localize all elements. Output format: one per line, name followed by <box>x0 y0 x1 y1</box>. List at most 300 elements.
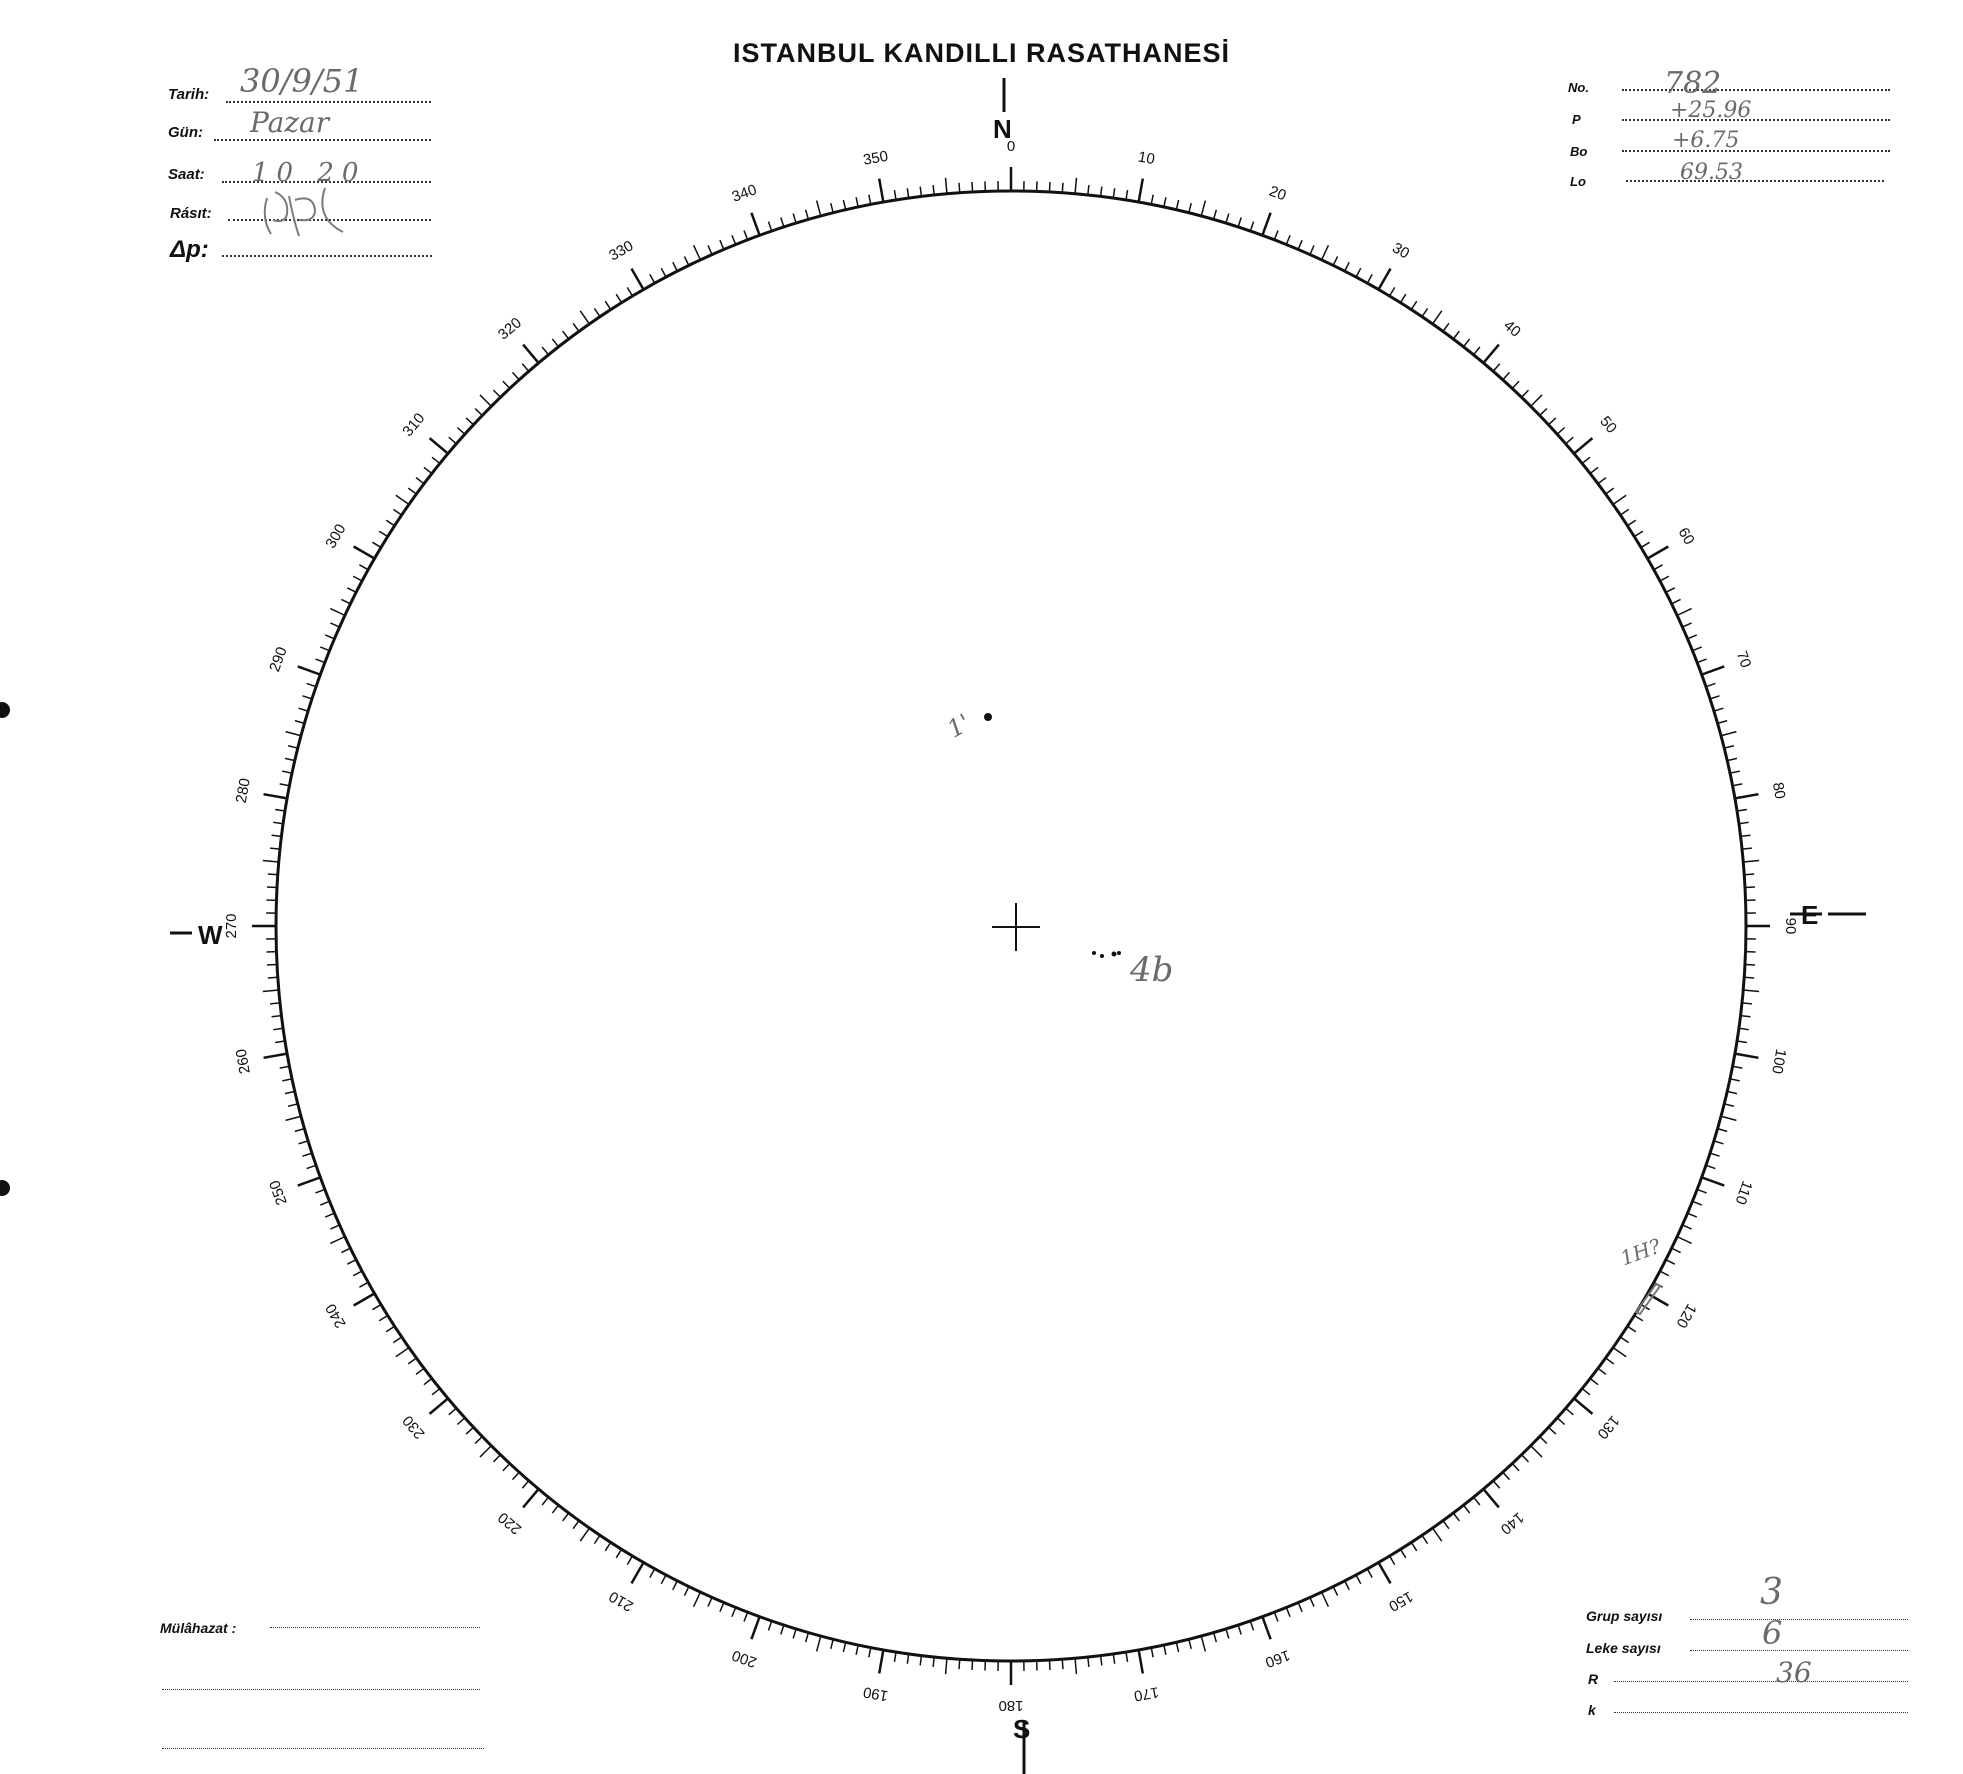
degree-tick <box>708 245 712 254</box>
degree-tick <box>1322 1592 1329 1607</box>
field-label: Gün: <box>168 124 203 141</box>
degree-tick <box>684 1587 688 1596</box>
degree-tick <box>1176 1642 1178 1652</box>
degree-tick <box>1298 1603 1302 1612</box>
field-value: 10 20 <box>252 158 367 188</box>
degree-tick <box>894 1652 896 1662</box>
degree-tick <box>285 758 295 760</box>
degree-tick <box>396 1348 409 1357</box>
degree-tick <box>1540 408 1547 415</box>
degree-tick <box>408 1358 416 1364</box>
degree-tick <box>632 269 644 290</box>
degree-tick <box>1620 1337 1628 1343</box>
degree-tick <box>347 1260 356 1265</box>
degree-tick <box>1727 758 1737 760</box>
degree-tick <box>282 771 292 773</box>
degree-tick <box>286 732 301 736</box>
degree-tick <box>732 1607 736 1616</box>
degree-tick <box>781 217 784 227</box>
degree-label: 290 <box>266 644 291 675</box>
degree-tick <box>1356 268 1361 277</box>
degree-tick <box>503 1464 510 1471</box>
field-value: Pazar <box>250 106 330 139</box>
degree-tick <box>353 1271 362 1276</box>
degree-tick <box>1682 1225 1691 1229</box>
degree-label: 250 <box>266 1177 291 1208</box>
degree-tick <box>1721 732 1736 736</box>
degree-tick <box>1453 331 1459 339</box>
degree-tick <box>920 187 921 197</box>
degree-tick <box>1677 609 1692 616</box>
field-label: Saat: <box>168 166 205 183</box>
field-label: Tarih: <box>168 86 210 103</box>
degree-tick <box>273 1028 283 1029</box>
degree-tick <box>1512 1464 1519 1471</box>
degree-tick <box>1139 1650 1143 1674</box>
degree-tick <box>1620 509 1628 515</box>
degree-tick <box>1464 339 1470 347</box>
compass-east: E <box>1801 900 1819 930</box>
degree-tick <box>1730 771 1740 773</box>
degree-tick <box>1737 1041 1747 1043</box>
degree-tick <box>817 1636 821 1651</box>
degree-label: 240 <box>322 1300 350 1331</box>
degree-tick <box>359 565 368 570</box>
degree-label: 80 <box>1768 780 1789 801</box>
degree-tick <box>744 1612 748 1621</box>
sunspot-group-a <box>984 713 992 721</box>
degree-tick <box>1286 235 1290 244</box>
degree-tick <box>466 418 473 425</box>
sunspot-b3 <box>1112 952 1117 957</box>
degree-tick <box>1075 1658 1076 1674</box>
degree-tick <box>1606 1358 1614 1364</box>
degree-tick <box>661 268 666 277</box>
degree-tick <box>744 230 748 239</box>
stat-label: R <box>1588 1671 1599 1687</box>
degree-tick <box>1648 547 1669 559</box>
degree-label: 120 <box>1672 1300 1700 1331</box>
degree-tick <box>1531 1446 1542 1457</box>
degree-tick <box>1613 495 1626 504</box>
degree-tick <box>263 990 279 991</box>
degree-tick <box>720 240 724 249</box>
degree-tick <box>270 848 280 849</box>
degree-tick <box>616 1549 621 1557</box>
degree-tick <box>1250 222 1253 231</box>
degree-tick <box>806 210 809 220</box>
degree-tick <box>325 635 334 639</box>
degree-tick <box>1400 294 1405 302</box>
degree-tick <box>430 1398 448 1413</box>
field-label: Rásıt: <box>170 205 212 222</box>
degree-tick <box>1390 1556 1395 1565</box>
degree-tick <box>1238 217 1241 227</box>
degree-tick <box>650 1569 655 1578</box>
field-value: 69.53 <box>1680 160 1743 185</box>
degree-tick <box>1151 1647 1153 1657</box>
degree-tick <box>1483 1489 1498 1507</box>
degree-tick <box>330 1225 339 1229</box>
degree-tick <box>432 457 440 463</box>
degree-tick <box>1356 1575 1361 1584</box>
degree-label: 280 <box>232 776 254 805</box>
degree-tick <box>768 1621 771 1630</box>
degree-tick <box>493 1455 500 1462</box>
degree-tick <box>1433 1528 1442 1541</box>
degree-tick <box>1745 964 1755 965</box>
degree-tick <box>907 188 908 198</box>
degree-label: 190 <box>861 1683 890 1705</box>
degree-tick <box>1493 1481 1500 1489</box>
degree-tick <box>1443 1521 1449 1529</box>
degree-label: 180 <box>998 1697 1024 1715</box>
degree-tick <box>1274 1612 1278 1621</box>
degree-tick <box>1688 1213 1697 1217</box>
degree-tick <box>1666 1260 1675 1265</box>
dotted-line <box>1690 1619 1908 1620</box>
degree-tick <box>1474 347 1480 355</box>
degree-tick <box>416 1368 424 1374</box>
degree-label: 50 <box>1596 413 1621 437</box>
degree-tick <box>542 1497 548 1505</box>
degree-tick <box>1692 647 1701 651</box>
degree-tick <box>288 746 298 748</box>
degree-tick <box>432 1389 440 1395</box>
degree-tick <box>1730 1079 1740 1081</box>
degree-tick <box>1697 1189 1706 1193</box>
degree-tick <box>1151 195 1153 205</box>
degree-tick <box>1732 1066 1742 1068</box>
degree-tick <box>1566 437 1574 444</box>
degree-tick <box>894 190 896 200</box>
compass-south: S <box>1013 1714 1031 1744</box>
degree-tick <box>605 301 610 309</box>
degree-tick <box>1113 188 1114 198</box>
degree-tick <box>299 1141 309 1144</box>
degree-tick <box>1262 1617 1270 1640</box>
degree-tick <box>288 1104 298 1106</box>
degree-label: 90 <box>1782 917 1800 935</box>
degree-label: 10 <box>1136 148 1157 169</box>
degree-tick <box>430 438 448 453</box>
degree-tick <box>1226 1629 1229 1639</box>
degree-tick <box>632 1563 644 1584</box>
degree-tick <box>466 1427 473 1434</box>
degree-tick <box>1672 599 1681 603</box>
degree-label: 350 <box>861 147 890 169</box>
degree-tick <box>1590 1379 1598 1385</box>
degree-tick <box>1710 1153 1720 1156</box>
degree-tick <box>424 1379 432 1385</box>
degree-tick <box>315 1189 324 1193</box>
degree-tick <box>580 311 589 324</box>
degree-label: 200 <box>729 1646 760 1671</box>
degree-tick <box>270 1003 280 1004</box>
degree-tick <box>416 478 424 484</box>
degree-tick <box>1641 542 1650 547</box>
degree-tick <box>424 467 432 473</box>
degree-tick <box>457 427 464 434</box>
field-label: Bo <box>1570 144 1588 159</box>
field-value: +25.96 <box>1670 98 1752 123</box>
degree-tick <box>1390 287 1395 296</box>
degree-tick <box>272 835 282 836</box>
degree-tick <box>275 809 285 811</box>
degree-tick <box>295 721 305 724</box>
degree-tick <box>1666 588 1675 593</box>
degree-tick <box>1739 822 1749 823</box>
degree-label: 220 <box>494 1508 525 1538</box>
degree-tick <box>1742 1003 1752 1004</box>
degree-tick <box>1493 364 1500 372</box>
degree-tick <box>268 977 278 978</box>
degree-tick <box>523 345 538 363</box>
degree-tick <box>1483 345 1498 363</box>
degree-tick <box>386 520 394 525</box>
degree-tick <box>694 245 701 260</box>
degree-tick <box>1745 887 1755 888</box>
degree-tick <box>907 1654 908 1664</box>
degree-tick <box>1522 390 1529 397</box>
stat-label: Grup sayısı <box>1586 1608 1663 1624</box>
degree-tick <box>1113 1654 1114 1664</box>
degree-tick <box>302 1153 312 1156</box>
degree-tick <box>1522 1455 1529 1462</box>
degree-tick <box>946 178 947 194</box>
degree-tick <box>933 1657 934 1667</box>
degree-tick <box>1557 427 1564 434</box>
degree-tick <box>475 408 482 415</box>
degree-tick <box>330 623 339 627</box>
degree-tick <box>354 547 375 559</box>
degree-tick <box>1742 848 1752 849</box>
degree-tick <box>1710 696 1720 699</box>
degree-tick <box>1214 1633 1217 1643</box>
degree-tick <box>1582 457 1590 463</box>
stat-value: 3 <box>1760 1572 1783 1613</box>
degree-tick <box>1503 372 1510 379</box>
degree-label: 110 <box>1731 1178 1756 1207</box>
degree-tick <box>856 1645 858 1655</box>
degree-tick <box>1531 395 1542 406</box>
field-value: +6.75 <box>1672 128 1740 153</box>
degree-tick <box>1737 809 1747 811</box>
degree-tick <box>817 201 821 216</box>
degree-tick <box>1049 182 1050 192</box>
degree-tick <box>1262 213 1270 236</box>
degree-tick <box>673 1581 678 1590</box>
degree-label: 130 <box>1593 1412 1623 1443</box>
stat-value: 6 <box>1762 1614 1783 1652</box>
degree-label: 230 <box>399 1412 429 1443</box>
degree-tick <box>282 1079 292 1081</box>
degree-tick <box>869 195 871 205</box>
degree-tick <box>522 364 529 372</box>
degree-tick <box>1345 1581 1350 1590</box>
degree-tick <box>627 1556 632 1565</box>
field-label: Δp: <box>170 236 209 263</box>
degree-tick <box>408 488 416 494</box>
degree-tick <box>1741 1016 1751 1017</box>
degree-tick <box>393 1337 401 1343</box>
degree-tick <box>1474 1497 1480 1505</box>
degree-tick <box>605 1542 610 1550</box>
degree-tick <box>1422 308 1428 316</box>
degree-tick <box>1088 185 1089 195</box>
degree-tick <box>267 964 277 965</box>
degree-tick <box>831 1639 833 1649</box>
degree-tick <box>280 784 290 786</box>
compass-north: N <box>993 114 1012 144</box>
degree-tick <box>627 287 632 296</box>
degree-label: 320 <box>494 314 525 344</box>
degree-tick <box>1672 1248 1681 1252</box>
degree-label: 210 <box>606 1587 637 1615</box>
degree-tick <box>1139 179 1143 203</box>
degree-tick <box>302 696 312 699</box>
degree-label: 340 <box>729 181 760 206</box>
degree-tick <box>959 1659 960 1669</box>
degree-tick <box>1744 874 1754 875</box>
degree-tick <box>523 1489 538 1507</box>
annotation-group-a: 1' <box>942 708 976 744</box>
degree-tick <box>286 1116 301 1120</box>
degree-tick <box>1660 1271 1669 1276</box>
degree-tick <box>1739 1028 1749 1029</box>
degree-tick <box>594 1535 600 1543</box>
degree-tick <box>684 256 688 265</box>
degree-tick <box>1088 1657 1089 1667</box>
degree-tick <box>1557 1418 1564 1425</box>
sunspot-b1 <box>1092 951 1096 955</box>
degree-tick <box>372 1305 381 1310</box>
degree-tick <box>341 1248 350 1252</box>
degree-tick <box>1590 467 1598 473</box>
degree-label: 70 <box>1732 648 1755 671</box>
degree-tick <box>280 1066 290 1068</box>
degree-tick <box>573 323 579 331</box>
field-label: No. <box>1568 80 1589 95</box>
degree-tick <box>1606 488 1614 494</box>
degree-tick <box>869 1647 871 1657</box>
degree-label: 140 <box>1497 1508 1528 1538</box>
degree-tick <box>1433 311 1442 324</box>
degree-tick <box>1274 230 1278 239</box>
degree-tick <box>1634 1315 1642 1320</box>
degree-tick <box>268 874 278 875</box>
degree-tick <box>781 1625 784 1635</box>
degree-tick <box>920 1656 921 1666</box>
degree-tick <box>1714 1141 1724 1144</box>
degree-tick <box>1582 1389 1590 1395</box>
degree-tick <box>959 183 960 193</box>
degree-tick <box>522 1481 529 1489</box>
field-value: 782 <box>1664 66 1722 101</box>
degree-tick <box>1062 1659 1063 1669</box>
degree-tick <box>1310 1597 1314 1606</box>
degree-label: 270 <box>222 913 240 939</box>
degree-tick <box>1512 381 1519 388</box>
degree-label: 310 <box>399 409 429 440</box>
degree-tick <box>1677 1237 1692 1244</box>
degree-tick <box>396 495 409 504</box>
degree-tick <box>1613 1348 1626 1357</box>
degree-tick <box>552 1505 558 1513</box>
degree-tick <box>720 1603 724 1612</box>
degree-tick <box>751 1617 759 1640</box>
degree-tick <box>320 1201 329 1205</box>
degree-tick <box>1310 245 1314 254</box>
degree-label: 20 <box>1266 182 1289 205</box>
degree-tick <box>264 794 288 798</box>
degree-tick <box>512 1472 519 1479</box>
degree-tick <box>1422 1535 1428 1543</box>
degree-label: 0 <box>1006 137 1016 155</box>
degree-tick <box>1718 721 1728 724</box>
degree-tick <box>1333 256 1337 265</box>
degree-tick <box>1660 576 1669 581</box>
degree-tick <box>1627 520 1635 525</box>
degree-tick <box>1101 187 1102 197</box>
degree-tick <box>1464 1505 1470 1513</box>
degree-tick <box>379 531 387 536</box>
degree-tick <box>542 347 548 355</box>
degree-tick <box>1549 1427 1556 1434</box>
remarks-line-2 <box>162 1689 480 1690</box>
degree-tick <box>1453 1513 1459 1521</box>
degree-tick <box>1226 214 1229 224</box>
field-label: Lo <box>1570 174 1586 189</box>
degree-tick <box>267 887 277 888</box>
degree-label: 30 <box>1389 239 1413 263</box>
degree-tick <box>295 1129 305 1132</box>
degree-tick <box>1549 418 1556 425</box>
degree-tick <box>298 1177 321 1185</box>
degree-tick <box>1598 1368 1606 1374</box>
degree-tick <box>1189 1639 1191 1649</box>
degree-tick <box>320 647 329 651</box>
degree-tick <box>272 1016 282 1017</box>
degree-tick <box>1379 269 1391 290</box>
degree-tick <box>1214 210 1217 220</box>
degree-tick <box>1333 1587 1337 1596</box>
degree-tick <box>503 381 510 388</box>
degree-tick <box>386 1326 394 1331</box>
degree-tick <box>353 576 362 581</box>
degree-label: 160 <box>1262 1646 1293 1671</box>
degree-tick <box>1574 1398 1592 1413</box>
degree-tick <box>563 1513 569 1521</box>
degree-tick <box>1727 1091 1737 1093</box>
degree-label: 60 <box>1674 524 1698 548</box>
dotted-line <box>1614 1681 1908 1682</box>
degree-tick <box>1692 1201 1701 1205</box>
degree-tick <box>1101 1656 1102 1666</box>
degree-tick <box>1367 1569 1372 1578</box>
degree-tick <box>1443 323 1449 331</box>
degree-tick <box>1735 794 1759 798</box>
degree-tick <box>1706 1165 1715 1168</box>
degree-tick <box>354 1294 375 1306</box>
degree-tick <box>1566 1408 1574 1415</box>
remarks-line-3 <box>162 1748 484 1749</box>
degree-tick <box>1634 531 1642 536</box>
degree-tick <box>933 185 934 195</box>
degree-label: 150 <box>1385 1587 1416 1615</box>
degree-tick <box>1688 635 1697 639</box>
degree-tick <box>1176 200 1178 210</box>
